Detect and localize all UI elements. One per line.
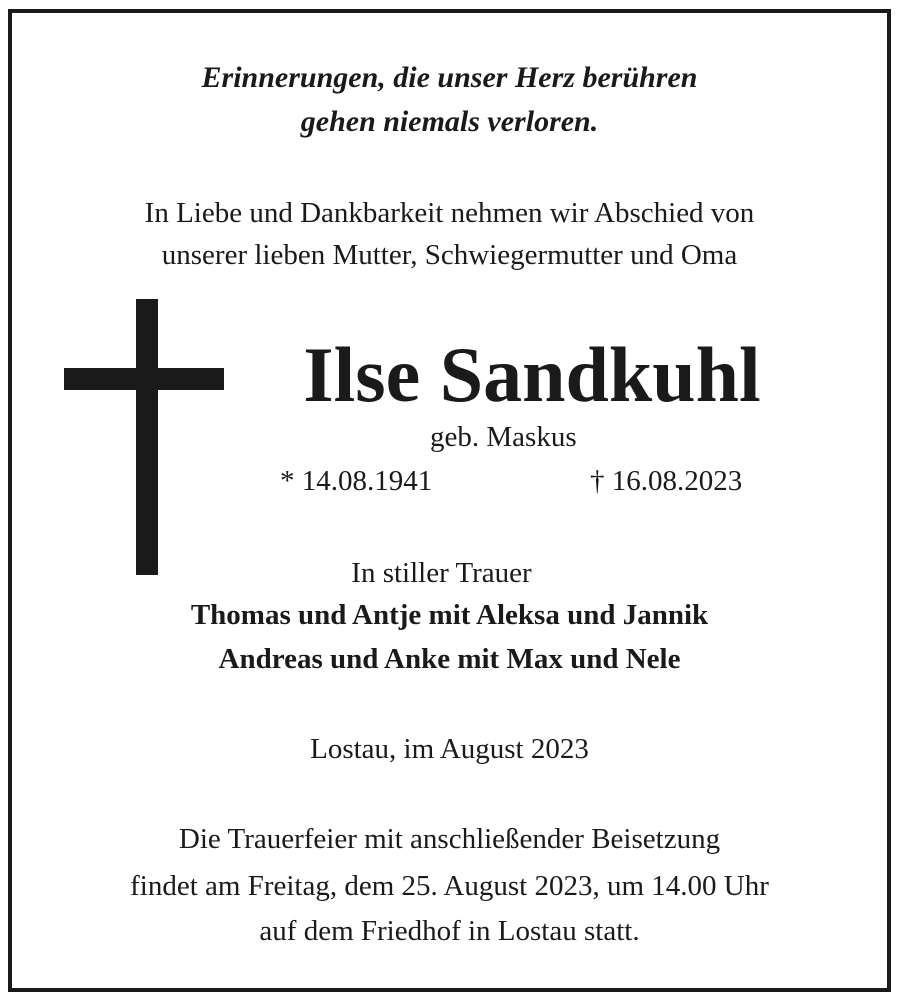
intro-line-1: In Liebe und Dankbarkeit nehmen wir Abschied von (144, 197, 755, 229)
place-date: Lostau, im August 2023 (310, 733, 589, 765)
birth-name: geb. Maskus (430, 421, 577, 453)
cross-horizontal-bar (64, 368, 224, 390)
funeral-line-2: findet am Freitag, dem 25. August 2023, um 14.00 Uhr (130, 870, 769, 902)
intro-line-2: unserer lieben Mutter, Schwiegermutter und Oma (161, 239, 738, 271)
mourners-line-2: Andreas und Anke mit Max und Nele (218, 643, 681, 675)
mourning-intro: In stiller Trauer (351, 557, 532, 589)
birth-date: * 14.08.1941 (280, 465, 433, 497)
death-date: † 16.08.2023 (590, 465, 743, 497)
obituary-frame (8, 9, 891, 992)
motto-line-1: Erinnerungen, die unser Herz berühren (201, 61, 698, 94)
funeral-line-1: Die Trauerfeier mit anschließender Beisetzung (178, 823, 721, 855)
motto-line-2: gehen niemals verloren. (300, 105, 599, 138)
deceased-name: Ilse Sandkuhl (303, 331, 761, 418)
cross-vertical-bar (136, 299, 158, 575)
mourners-line-1: Thomas und Antje mit Aleksa und Jannik (190, 599, 709, 631)
funeral-line-3: auf dem Friedhof in Lostau statt. (259, 915, 640, 947)
